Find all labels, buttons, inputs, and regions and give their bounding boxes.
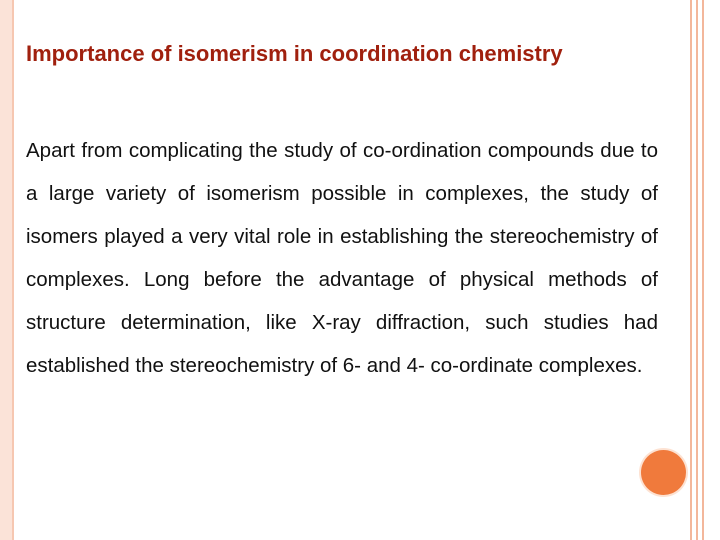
accent-circle-decoration <box>641 450 686 495</box>
left-border-band <box>0 0 12 540</box>
slide-body-text: Apart from complicating the study of co-ordination compounds due to a large variety of isomerism possible in complexes, the study of isomers played a very vital role in establishing the stereochemistry of complexes. Long before the advantage of physical methods of structure determination, like X-ray diffraction, such studies had established the stereochemistry of 6- and 4- co-ordinate complexes. <box>26 139 658 377</box>
right-border-line-3 <box>702 0 704 540</box>
right-border-line-2 <box>696 0 698 540</box>
right-border-line-1 <box>690 0 692 540</box>
slide-title: Importance of isomerism in coordination chemistry <box>26 41 563 66</box>
left-border-line <box>12 0 14 540</box>
